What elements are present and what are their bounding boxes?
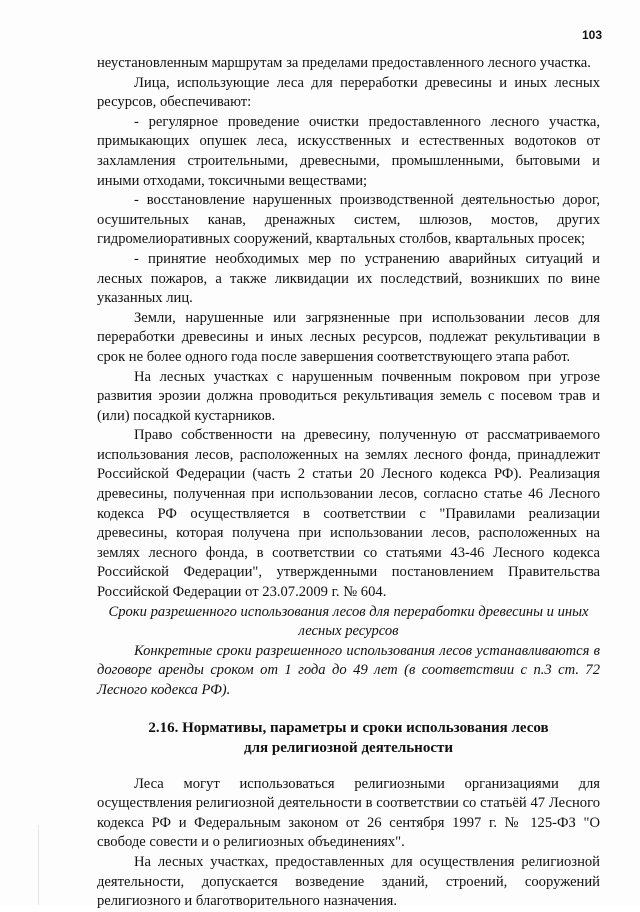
page-content (97, 54, 600, 912)
list-item-restoration: - восстановление нарушенных производственной деятельностью дорог, осушительных канав, дренажных систем, шлюзов, мостов, других гидромелиоративных сооружений, квартальных столбов, квартальных просек; (97, 192, 600, 248)
paragraph-religious-use: Леса могут использоваться религиозными организациями для осуществления религиозной деятельности в соответствии со статьёй 47 Лесного кодекса РФ и Федеральным законом от 26 сентября 1997 г. № 125-ФЗ "О свободе совести и о религиозных объединениях". (97, 775, 600, 851)
spacer (97, 758, 600, 775)
paragraph-religious-buildings: На лесных участках, предоставленных для осуществления религиозной деятельности, допускается возведение зданий, строений, сооружений религиозного и благотворительного назначения. (97, 853, 600, 910)
paragraph-ownership: Право собственности на древесину, полученную от рассматриваемого использования лесов, расположенных на землях лесного фонда, принадлежит Российской Федерации (часть 2 статьи 20 Лесного кодекса РФ). Реализация древесины, полученная при использовании лесов, согласно статье 46 Лесного кодекса РФ осуществляется в соответствии с "Правилами реализации древесины, которая получена при использовании лесов, расположенных на землях лесного фонда, в соответствии со статьями 43-46 Лесного кодекса Российской Федерации", утвержденными постановлением Правительства Российской Федерации от 23.07.2009 г. № 604. (97, 427, 600, 601)
spacer (97, 701, 600, 718)
scan-margin-line (38, 825, 39, 905)
paragraph-recultivation: Земли, нарушенные или загрязненные при использовании лесов для переработки древесины и иных лесных ресурсов, подлежат рекультивации в срок не более одного года после завершения соответствующего этапа работ. (97, 309, 600, 365)
italic-subheading: Сроки разрешенного использования лесов для переработки древесины и иных лесных ресурсов (108, 603, 589, 640)
paragraph-continuation: неустановленным маршрутам за пределами предоставленного лесного участка. (97, 55, 591, 71)
page-number: 103 (581, 28, 602, 42)
section-heading-line1: 2.16. Нормативы, параметры и сроки использования лесов (148, 719, 549, 736)
section-heading (97, 718, 600, 758)
italic-paragraph-terms: Конкретные сроки разрешенного использования лесов устанавливаются в договоре аренды сроком от 1 года до 49 лет (в соответствии с п.3 ст. 72 Лесного кодекса РФ). (97, 642, 600, 698)
paragraph-obligations-intro: Лица, использующие леса для переработки древесины и иных лесных ресурсов, обеспечивают: (97, 74, 600, 111)
paragraph-erosion: На лесных участках с нарушенным почвенным покровом при угрозе развития эрозии должна проводиться рекультивация земель с посевом трав и (или) посадкой кустарников. (97, 368, 600, 424)
section-heading-line2: для религиозной деятельности (244, 739, 453, 756)
list-item-cleaning: - регулярное проведение очистки предоставленного лесного участка, примыкающих опушек леса, искусственных и естественных водотоков от захламления строительными, древесными, промышленными, бытовыми и иными отходами, токсичными веществами; (97, 113, 600, 189)
list-item-emergency: - принятие необходимых мер по устранению аварийных ситуаций и лесных пожаров, а также ликвидации их последствий, возникших по вине указанных лиц. (97, 250, 600, 307)
